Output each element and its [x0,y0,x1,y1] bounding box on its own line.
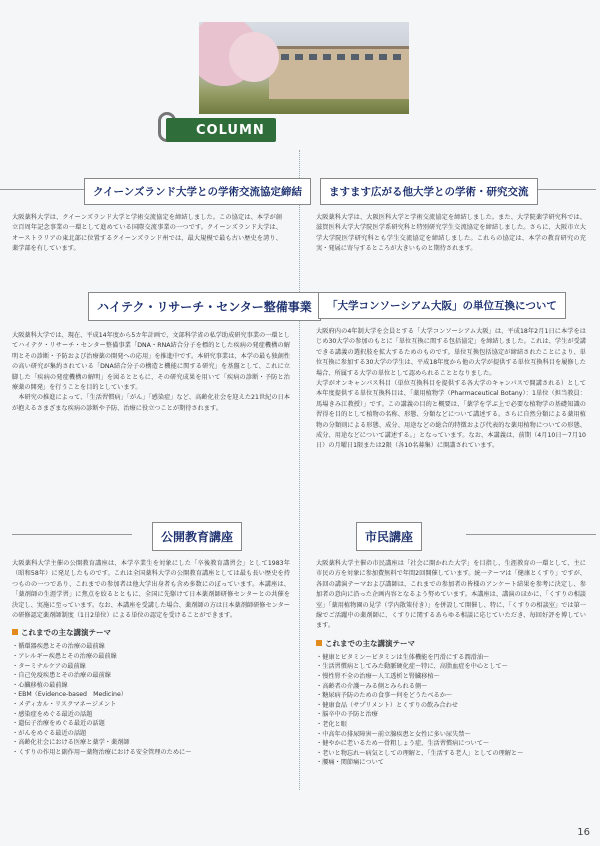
section-body: 大阪薬科大学では、現在、平成14年度から5カ年計画で、文部科学省の私学助成研究事業の一環としてハイテク・リサーチ・センター整備事業「DNA・RNA結合分子を標的とした疾病の発症機構の解明とその診断・予防および治療薬の開発への応用」を推進中です。本研究事業は、本学の最も独創性の高い研究が集約されている「DNA結合分子の構造と機能に関する研究」を基盤として、これに立脚した「疾病の発症機構の解明」を図るとともに、その研究成果を用いて「疾病の診断・予防と治療薬の開発」を行うことを目的としています。 本研究の推進によって、「生活習慣病」「がん」「感染症」など、高齢化社会を迎えた21世紀の日本が抱えるさまざまな疾病の診断や予防、治療に役立つことが期待されます。 [12,332,290,412]
page-number: 16 [577,827,590,838]
list-item: ・ 心臓移植の最前線 [12,681,290,691]
list-item: ・ 循環器疾患とその治療の最前線 [12,642,290,652]
list-item: ・ ターミナルケアの最前線 [12,662,290,672]
section-title: 「大学コンソーシアム大阪」の単位互換について [318,292,566,319]
section-title: ますます広がる他大学との学術・研究交流 [320,178,538,205]
section-body: 大阪薬科大学は、クイーンズランド大学と学術交流協定を締結しました。この協定は、本学が創立百周年記念事業の一環として進めている国際交流事業の一つです。クイーンズランド大学は、オーストラリアの東北部に位置するクイーンズランド州では、最大規模で最も古い歴史を誇り、薬学部を有しています。 [12,214,282,253]
section-title: ハイテク・リサーチ・センター整備事業 [88,292,321,321]
column-badge: COLUMN [166,118,276,142]
list-item: ・ アレルギー疾患とその治療の最前線 [12,652,290,662]
section-title: 市民講座 [356,522,422,551]
list-item: ・ 高齢者の介護〜みる側とみられる側〜 [316,682,586,692]
list-heading: これまでの主な講演テーマ [316,638,586,649]
list-item: ・ 高齢化社会における医療と薬学・薬剤師 [12,738,290,748]
list-item: ・ 老化と眼 [316,720,586,730]
list-item: ・ 自己免疫疾患とその治療の最前線 [12,671,290,681]
list-heading: これまでの主な講演テーマ [12,627,290,638]
section-body: 大阪府内の4年制大学を会員とする「大学コンソーシアム大阪」は、平成18年2月1日に本学をはじめ30大学の参加のもとに「単位互換に関する包括協定」を締結しました。これは、学生が受講できる講義の選択肢を拡大するためのものです。単位互換包括協定が締結されたことにより、単位互換に参加する30大学の学生は、平成18年度から他の大学が提供する単位互換科目を履修した場合、所属する大学の単位として認められることとなりました。 大学がオンキャンパス科目（単位互換科目を提供する各大学のキャンパスで開講される）として本年度提供する単位互換科目は、「薬用植物学（Pharmaceutical Botany）：1単位（担当教員：馬場きみ江教授）」です。この講義の目的と概要は、「薬学を学ぶ上で必要な植物学の基礎知識の習得を目的として植物の名称、形態、分類などについて講述する。さらに自然分類による薬用植物の分類則による形態、成分、用途などの総合的特徴および代表的な薬用植物についての形態、成分、用途などについて講述する。」となっています。なお、本講義は、前期（4月10日〜7月10日）の月曜日1限または2限（各10名募集）に開講されています。 [316,328,586,450]
section-title: 公開教育講座 [152,522,242,551]
column-divider [299,150,300,790]
list-item: ・ 健康食品（サプリメント）とくすりの飲み合わせ [316,701,586,711]
list-item: ・ 腰痛・関節痛について [316,758,586,768]
section-body: 大阪薬科大学主催の公開教育講座は、本学卒業生を対象にした「卒後教育講習会」として1983年（昭和58年）に発足したものです。これは全国薬科大学の公開教育講座としては最も長い歴史を持つものの一つであり、これまでの参加者は他大学出身者も含め多数にのぼっています。本講座は、「薬剤師の生涯学習」に焦点を絞るとともに、全国に先駆けて日本薬剤師研修センターとの共催を決定し、実施に至っています。なお、本講座を受講した場合、薬剤師の方は日本薬剤師研修センターの研修認定薬剤師制度（1日2単位）による単位の認定を受けることができます。 [12,560,290,620]
section-public [12,522,290,758]
section-consortium [316,292,586,452]
topic-list [12,642,290,757]
section-queensland [12,178,302,255]
list-item: ・ 中高年の排尿障害〜前立腺疾患と女性に多い尿失禁〜 [316,730,586,740]
list-item: ・ がんをめぐる最近の話題 [12,729,290,739]
section-hitech [12,292,312,414]
topic-list [316,653,586,768]
list-item: ・ 感染症をめぐる最近の話題 [12,710,290,720]
list-item: ・ 老いと物忘れ〜病気としての理解と、「生活する老人」としての理解と〜 [316,749,586,759]
list-item: ・ くすりの作用と副作用〜薬物治療における安全管理のために〜 [12,748,290,758]
list-item: ・ 遺伝子治療をめぐる最近の話題 [12,719,290,729]
list-item: ・ 健やかに老いるため〜骨粗しょう症、生活習慣病について〜 [316,739,586,749]
list-item: ・ 糖尿病予防のための食事〜何をどうたべるか〜 [316,691,586,701]
section-body: 大阪薬科大学は、大阪医科大学と学術交流協定を締結しました。また、大学院薬学研究科では、滋賀医科大学大学院医学系研究科と特別研究学生交流協定を締結しました。さらに、大阪市立大学大学院医学研究科とも学生交流協定を締結しました。これらの協定は、本学の教育研究の充実・発展に寄与するところが大きいものと期待されます。 [316,214,586,253]
list-item: ・ EBM（Evidence-based Medicine） [12,690,290,700]
section-citizen [316,522,586,768]
campus-photo [199,22,409,114]
list-item: ・ 健康とビタミン〜ビタミンは生体機能を円滑にする潤滑油〜 [316,653,586,663]
section-body: 大阪薬科大学主催の市民講座は「社会に開かれた大学」を目指し、生涯教育の一環として、主に市民の方を対象に参加費無料で年間2回開催しています。統一テーマは「健康とくすり」ですが、各回の講演テーマおよび講師は、これまでの参加者の皆様のアンケート結果を参考に決定し、参加者の意向に沿った企画内容となるよう努めています。本講座は、講演のほかに、「くすりの相談室」「薬用植物園の見学（学内散策付き）」を併設して開催し、特に、「くすりの相談室」では第一線でご活躍中の薬剤師に、くすりに関するあらゆる相談に応じていただき、毎回好評を博しています。 [316,560,586,630]
list-item: ・ 慢性腎不全の治療〜人工透析と腎臓移植〜 [316,672,586,682]
list-item: ・ 生活習慣病としてみた動脈硬化症〜特に、高脂血症を中心として〜 [316,662,586,672]
list-item: ・ メディカル・リスクマネージメント [12,700,290,710]
list-item: ・ 脳卒中の予防と治療 [316,710,586,720]
section-exchange [316,178,586,255]
section-title: クイーンズランド大学との学術交流協定締結 [84,178,311,205]
